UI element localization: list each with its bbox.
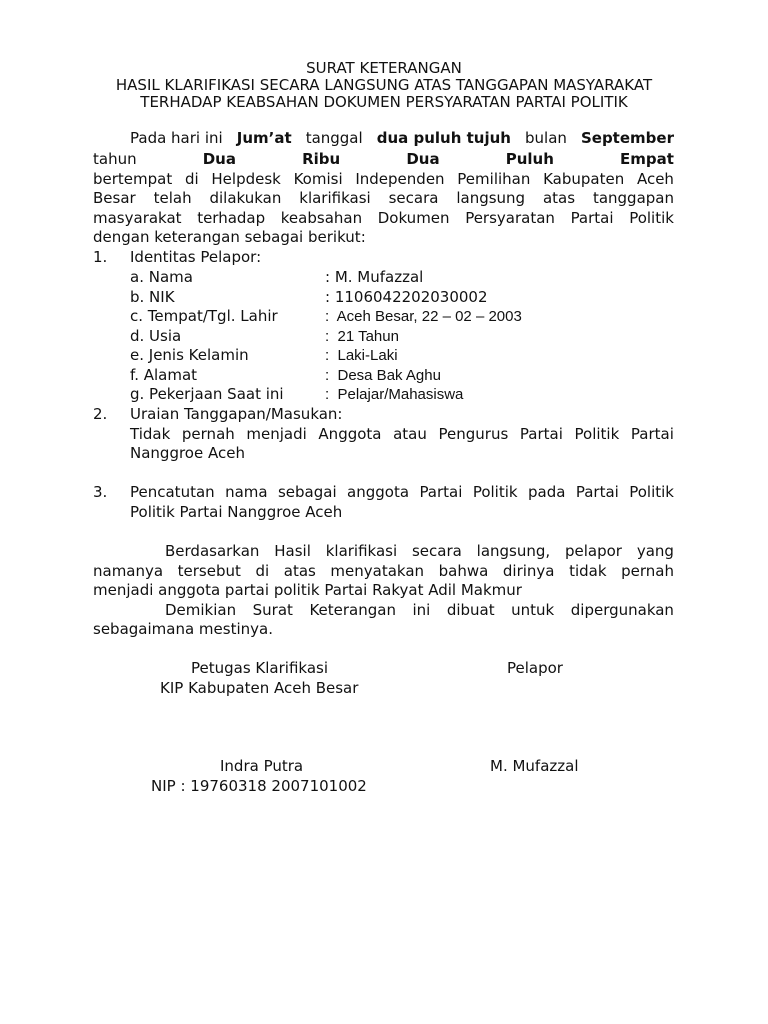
word: sebagai — [277, 483, 337, 501]
section-2-number: 2. — [93, 405, 108, 423]
word: yang — [636, 542, 674, 560]
document-title: SURAT KETERANGAN — [306, 59, 462, 77]
word: Politik — [472, 483, 518, 501]
word: klarifikasi — [299, 189, 371, 207]
word: untuk — [511, 601, 555, 619]
word: dipergunakan — [570, 601, 674, 619]
word: Surat — [252, 601, 293, 619]
word: Politik — [629, 209, 674, 227]
word: Partai — [570, 209, 614, 227]
word: klarifikasi — [325, 542, 398, 560]
word: Partai — [419, 483, 463, 501]
intro-line-1: Pada hari ini Jum’at tanggal dua puluh tujuh bulan September — [130, 129, 674, 147]
word: keabsahan — [280, 209, 363, 227]
word: atas — [283, 562, 316, 580]
word: langsung, — [476, 542, 551, 560]
intro-date: dua puluh tujuh — [376, 129, 511, 147]
identity-field-label: e. Jenis Kelamin — [130, 346, 249, 364]
word: Kabupaten — [543, 170, 625, 188]
word: dilakukan — [209, 189, 282, 207]
word: pernah — [181, 425, 235, 443]
section-3-number: 3. — [93, 483, 108, 501]
word: anggota — [347, 483, 410, 501]
word: tanggapan — [592, 189, 674, 207]
word: Besar — [93, 189, 136, 207]
word: Pemilihan — [457, 170, 531, 188]
word: Pengurus — [438, 425, 509, 443]
word: atau — [393, 425, 427, 443]
signature-left-org: KIP Kabupaten Aceh Besar — [160, 679, 359, 697]
word: Partai — [630, 425, 674, 443]
identity-field-value: : Aceh Besar, 22 – 02 – 2003 — [325, 308, 522, 325]
word: tersebut — [177, 562, 241, 580]
section-1-number: 1. — [93, 248, 108, 266]
identity-field-label: f. Alamat — [130, 366, 198, 384]
word: langsung — [456, 189, 526, 207]
word: masyarakat — [93, 209, 182, 227]
word: Partai — [519, 425, 563, 443]
identity-field-value: : 1106042202030002 — [325, 288, 488, 306]
word: secara — [411, 542, 462, 560]
word: tidak — [569, 562, 607, 580]
identity-field-value: : 21 Tahun — [325, 328, 399, 345]
section-3-line-1 — [130, 483, 674, 502]
identity-field-label: c. Tempat/Tgl. Lahir — [130, 307, 278, 325]
identity-field-label: a. Nama — [130, 268, 193, 286]
section-2-line-2: Nanggroe Aceh — [130, 444, 245, 462]
word: pernah — [621, 562, 674, 580]
word: ini — [412, 601, 431, 619]
word: di — [184, 170, 199, 188]
identity-field-value: : Pelajar/Mahasiswa — [325, 386, 464, 403]
word: atas — [542, 189, 576, 207]
word: dibuat — [446, 601, 495, 619]
identity-field-value: : Laki-Laki — [325, 347, 398, 364]
section-1-title: Identitas Pelapor: — [130, 248, 262, 266]
word: Politik — [574, 425, 620, 443]
word: dirinya — [502, 562, 555, 580]
identity-field-label: b. NIK — [130, 288, 175, 306]
closing-p2-line-2: sebagaimana mestinya. — [93, 620, 273, 638]
word: Anggota — [318, 425, 382, 443]
word: menjadi — [246, 425, 307, 443]
signature-left-nip: NIP : 19760318 2007101002 — [151, 777, 367, 795]
word: Hasil — [274, 542, 311, 560]
identity-field-value: : M. Mufazzal — [325, 268, 424, 286]
word: secara — [388, 189, 439, 207]
word: Aceh — [636, 170, 674, 188]
closing-p1-line-1: Berdasarkan Hasil klarifikasi secara langsung, pelapor yang — [165, 542, 674, 560]
word: nama — [225, 483, 268, 501]
signature-right-title: Pelapor — [507, 659, 563, 677]
word: di — [255, 562, 270, 580]
signature-left-title: Petugas Klarifikasi — [191, 659, 328, 677]
word: pada — [528, 483, 566, 501]
closing-p2-line-1: Demikian Surat Keterangan ini dibuat untuk dipergunakan — [165, 601, 674, 619]
intro-line-3 — [93, 170, 674, 189]
intro-line-6: dengan keterangan sebagai berikut: — [93, 228, 366, 246]
closing-p1-line-3: menjadi anggota partai politik Partai Rakyat Adil Makmur — [93, 581, 522, 599]
word: pelapor — [565, 542, 622, 560]
word: bahwa — [438, 562, 489, 580]
intro-month: September — [580, 129, 674, 147]
word: Politik — [629, 483, 674, 501]
word: menyatakan — [330, 562, 425, 580]
identity-field-label: d. Usia — [130, 327, 182, 345]
word: Pencatutan — [130, 483, 215, 501]
word: Independen — [355, 170, 445, 188]
word: Tidak — [130, 425, 171, 443]
word: Komisi — [293, 170, 343, 188]
word: Keterangan — [309, 601, 396, 619]
signature-right-name: M. Mufazzal — [490, 757, 579, 775]
intro-line-4 — [93, 189, 674, 208]
document-subtitle-line-1: HASIL KLARIFIKASI SECARA LANGSUNG ATAS TANGGAPAN MASYARAKAT — [115, 76, 653, 94]
intro-day: Jum’at — [236, 129, 292, 147]
intro-line-5 — [93, 209, 674, 228]
intro-line-2: tahun Dua Ribu Dua Puluh Empat — [93, 150, 674, 168]
closing-p1-line-2 — [93, 562, 674, 581]
word: Partai — [575, 483, 619, 501]
word: telah — [153, 189, 192, 207]
word: terhadap — [197, 209, 266, 227]
word: bertempat — [93, 170, 173, 188]
section-2-title: Uraian Tanggapan/Masukan: — [130, 405, 343, 423]
word: Helpdesk — [211, 170, 281, 188]
section-2-line-1 — [130, 425, 674, 444]
section-3-line-2: Politik Partai Nanggroe Aceh — [130, 503, 343, 521]
signature-left-name: Indra Putra — [220, 757, 304, 775]
document-subtitle-line-2: TERHADAP KEABSAHAN DOKUMEN PERSYARATAN PARTAI POLITIK — [140, 93, 628, 111]
word: Dokumen — [377, 209, 450, 227]
document-header — [0, 60, 768, 111]
word: Persyaratan — [465, 209, 555, 227]
identity-field-label: g. Pekerjaan Saat ini — [130, 385, 284, 403]
word: namanya — [93, 562, 164, 580]
identity-field-value: : Desa Bak Aghu — [325, 367, 441, 384]
